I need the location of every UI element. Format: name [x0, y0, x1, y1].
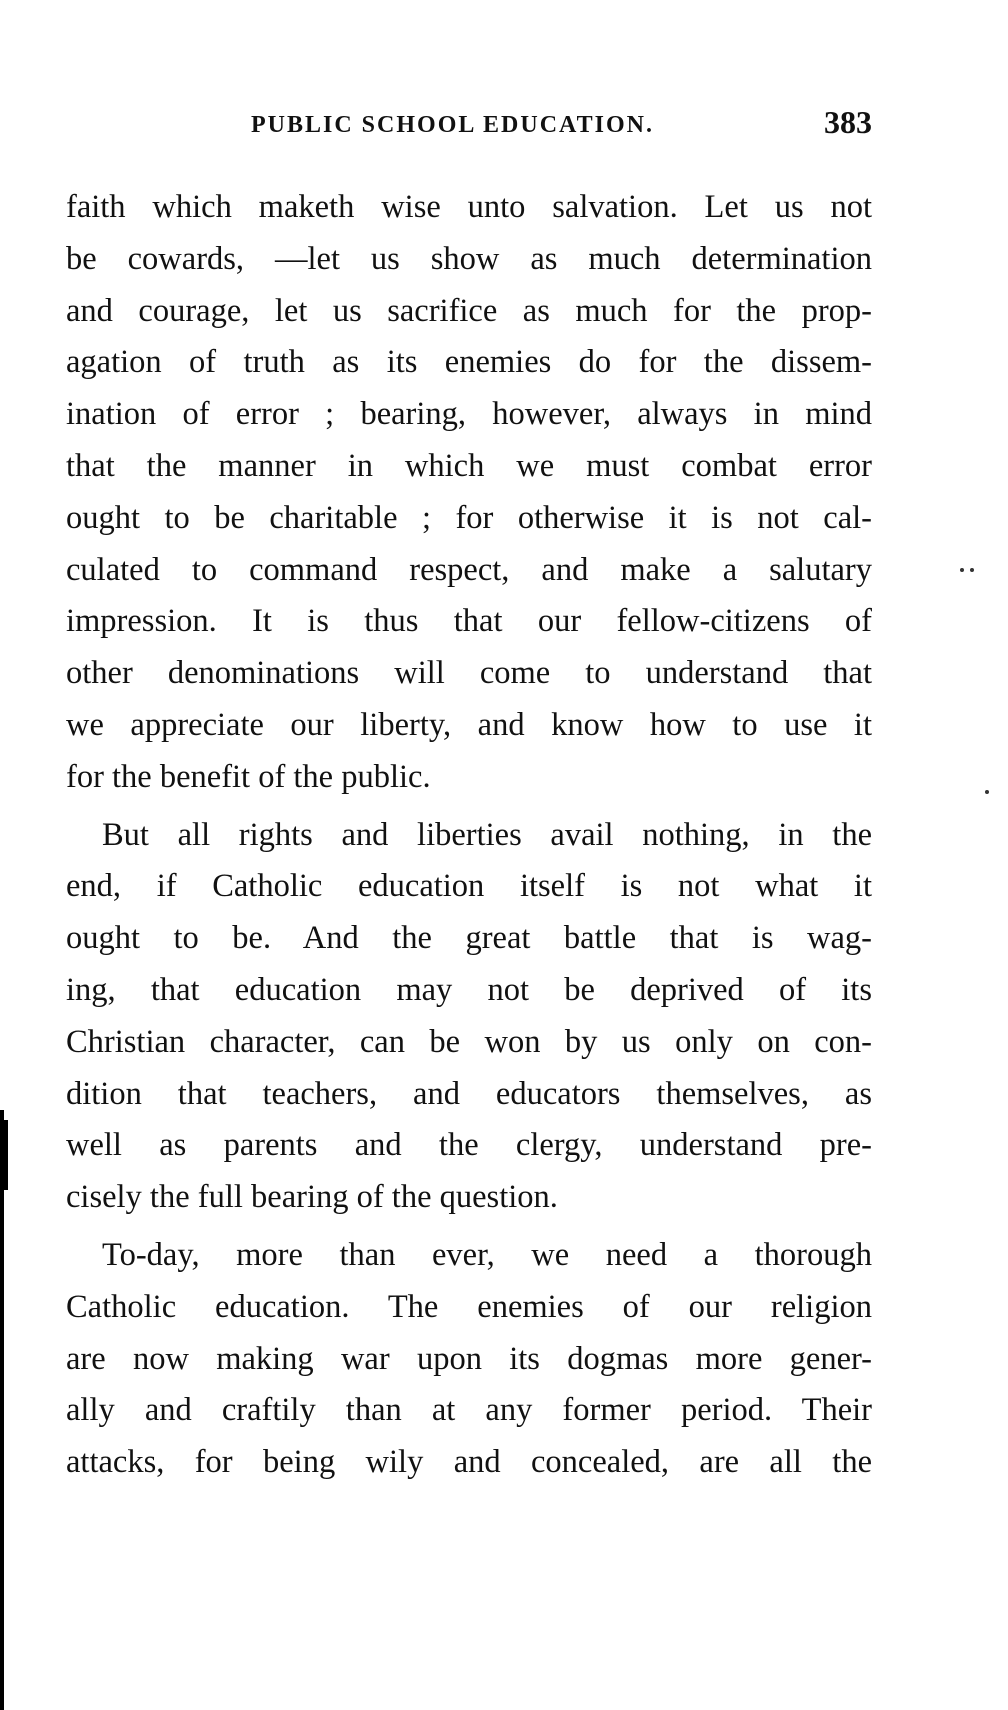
text-line: impression. It is thus that our fellow-citizens of: [66, 603, 872, 640]
text-line: well as parents and the clergy, understand pre-: [66, 1127, 872, 1164]
text-line: end, if Catholic education itself is not what it: [66, 868, 872, 905]
text-line: Catholic education. The enemies of our religion: [66, 1288, 872, 1325]
text-line: cisely the full bearing of the question.: [66, 1179, 558, 1216]
text-line: be cowards, —let us show as much determination: [66, 240, 872, 277]
scan-speck: [970, 568, 974, 572]
scan-edge-mark: [2, 1120, 8, 1190]
text-line: ing, that education may not be deprived of its: [66, 971, 872, 1008]
text-line: dition that teachers, and educators themselves, as: [66, 1075, 872, 1112]
scan-speck: [960, 568, 964, 572]
text-line: ought to be charitable ; for otherwise it is not cal-: [66, 499, 872, 536]
text-line: culated to command respect, and make a salutary: [66, 551, 872, 588]
text-line: To-day, more than ever, we need a thorough: [102, 1236, 872, 1273]
text-line: ination of error ; bearing, however, always in mind: [66, 396, 872, 433]
text-line: that the manner in which we must combat error: [66, 447, 872, 484]
body-text: [66, 182, 872, 1489]
text-line: ally and craftily than at any former period. Their: [66, 1392, 872, 1429]
text-line: agation of truth as its enemies do for the dissem-: [66, 344, 872, 381]
text-line: Christian character, can be won by us only on con-: [66, 1023, 872, 1060]
text-line: faith which maketh wise unto salvation. Let us not: [66, 189, 872, 225]
text-line: for the benefit of the public.: [66, 758, 431, 795]
text-line: and courage, let us sacrifice as much for the prop-: [66, 292, 872, 329]
text-line: other denominations will come to understand that: [66, 655, 872, 692]
text-line: we appreciate our liberty, and know how to use it: [66, 706, 872, 743]
text-line: But all rights and liberties avail nothing, in the: [102, 816, 872, 853]
page-number: 383: [824, 104, 872, 140]
text-line: are now making war upon its dogmas more gener-: [66, 1340, 872, 1377]
running-head: [66, 104, 872, 144]
scan-edge-shadow: [0, 1110, 4, 1710]
text-line: ought to be. And the great battle that is wag-: [66, 920, 872, 957]
running-title: PUBLIC SCHOOL EDUCATION.: [251, 112, 654, 138]
scan-speck: [985, 790, 989, 794]
text-line: attacks, for being wily and concealed, are all the: [66, 1444, 872, 1481]
